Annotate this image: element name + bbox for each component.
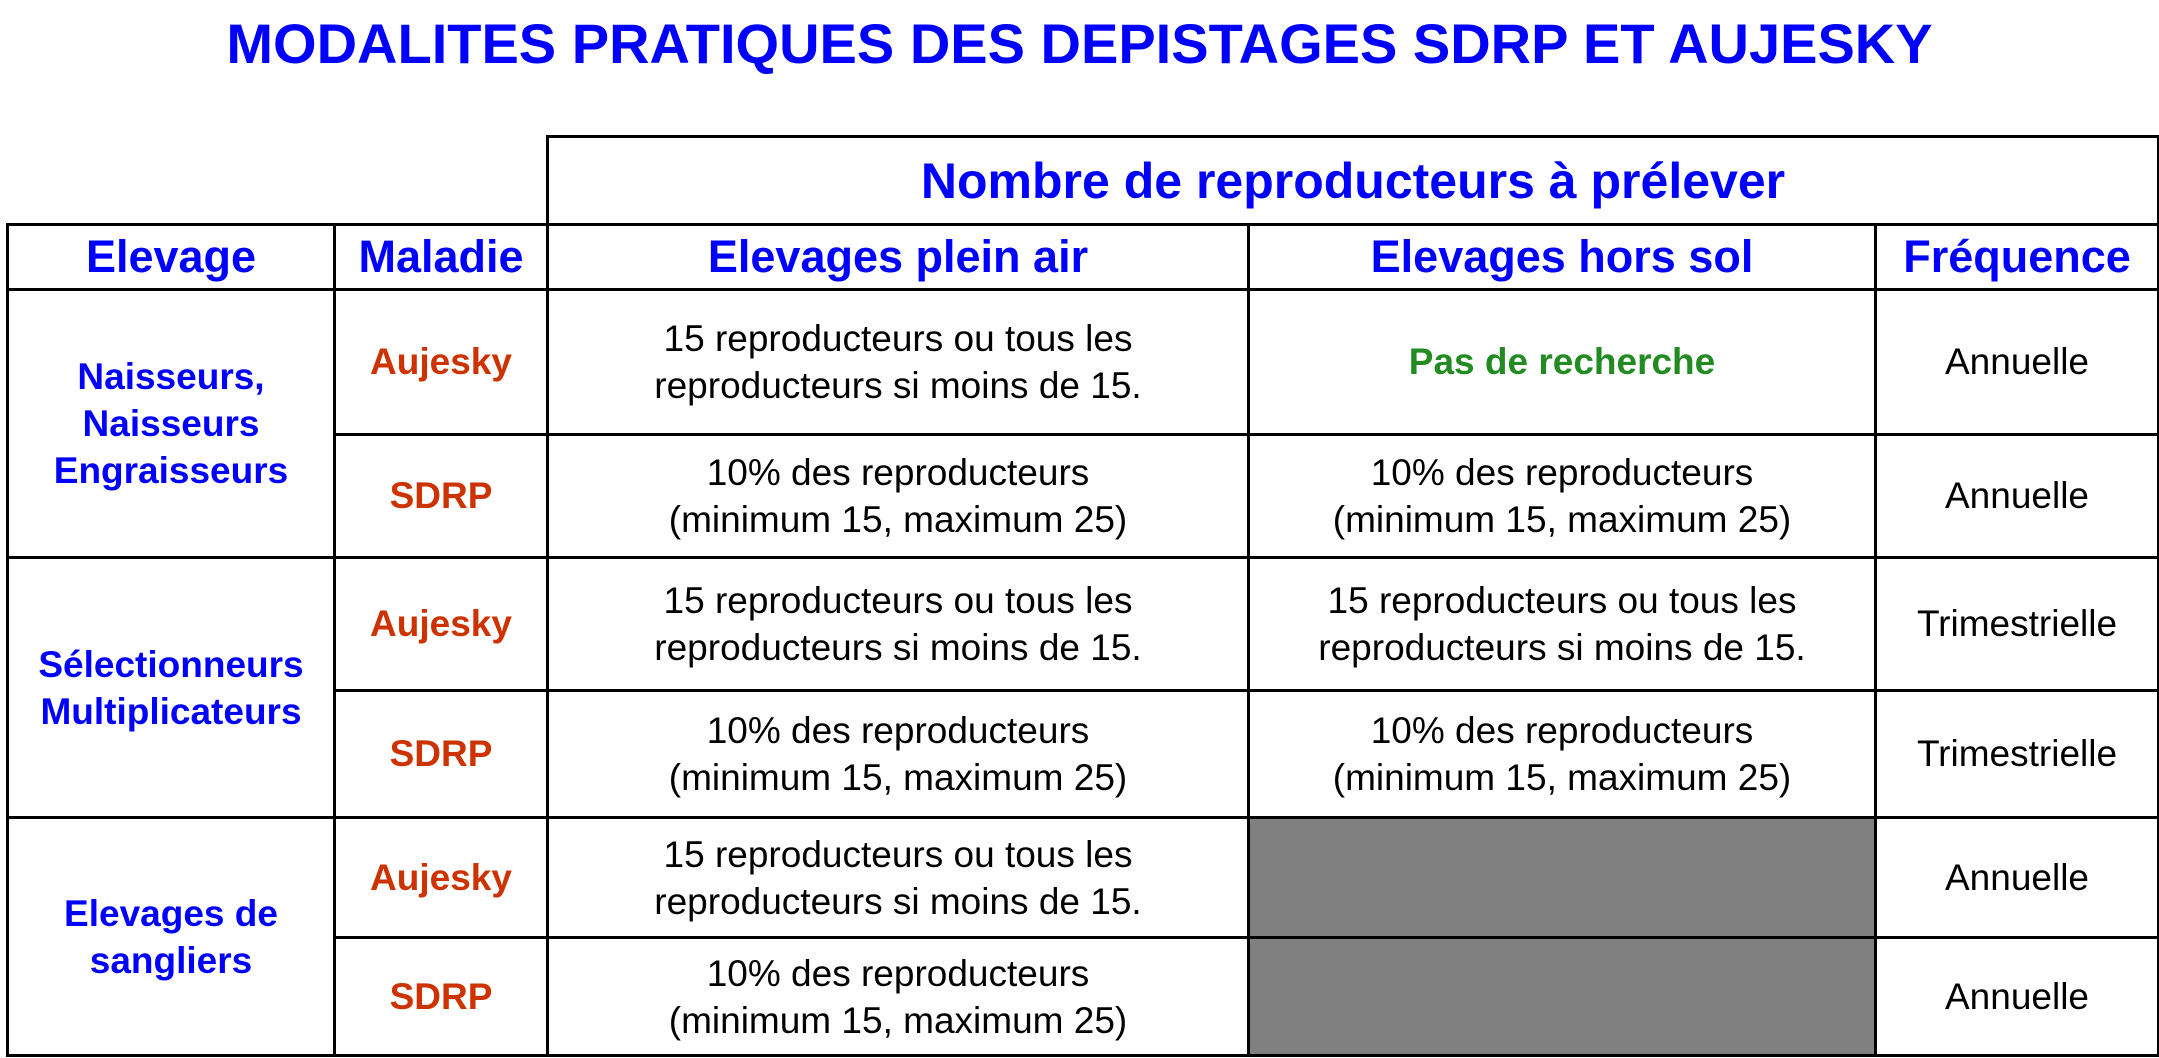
plein-air-cell: 10% des reproducteurs (minimum 15, maximum 25) (546, 433, 1247, 556)
frequence-cell: Annuelle (1874, 288, 2157, 433)
hors-sol-cell: 15 reproducteurs ou tous les reproducteurs si moins de 15. (1247, 556, 1874, 689)
plein-air-cell: 15 reproducteurs ou tous les reproducteurs si moins de 15. (546, 816, 1247, 936)
screening-table (6, 135, 2159, 1057)
frequence-cell: Annuelle (1874, 936, 2157, 1054)
elevage-sangliers: Elevages de sangliers (6, 816, 333, 1054)
elevage-naisseurs: Naisseurs, Naisseurs Engraisseurs (6, 288, 333, 556)
header-hors-sol: Elevages hors sol (1247, 223, 1874, 288)
frequence-cell: Annuelle (1874, 433, 2157, 556)
not-applicable-cell (1247, 936, 1874, 1054)
plein-air-cell: 15 reproducteurs ou tous les reproducteurs si moins de 15. (546, 288, 1247, 433)
plein-air-cell: 15 reproducteurs ou tous les reproducteurs si moins de 15. (546, 556, 1247, 689)
maladie-cell: Aujesky (333, 816, 546, 936)
table-corner-blank (6, 135, 546, 223)
frequence-cell: Annuelle (1874, 816, 2157, 936)
page-title: MODALITES PRATIQUES DES DEPISTAGES SDRP ET AUJESKY (226, 12, 1933, 75)
maladie-cell: SDRP (333, 433, 546, 556)
frequence-cell: Trimestrielle (1874, 556, 2157, 689)
header-maladie: Maladie (333, 223, 546, 288)
maladie-cell: Aujesky (333, 288, 546, 433)
super-header: Nombre de reproducteurs à prélever (546, 135, 2157, 223)
maladie-cell: SDRP (333, 936, 546, 1054)
header-plein-air: Elevages plein air (546, 223, 1247, 288)
frequence-cell: Trimestrielle (1874, 689, 2157, 816)
elevage-selectionneurs: Sélectionneurs Multiplicateurs (6, 556, 333, 816)
maladie-cell: Aujesky (333, 556, 546, 689)
not-applicable-cell (1247, 816, 1874, 936)
hors-sol-cell: 10% des reproducteurs (minimum 15, maximum 25) (1247, 433, 1874, 556)
hors-sol-cell: 10% des reproducteurs (minimum 15, maximum 25) (1247, 689, 1874, 816)
plein-air-cell: 10% des reproducteurs (minimum 15, maximum 25) (546, 689, 1247, 816)
header-elevage: Elevage (6, 223, 333, 288)
maladie-cell: SDRP (333, 689, 546, 816)
header-frequence: Fréquence (1874, 223, 2157, 288)
plein-air-cell: 10% des reproducteurs (minimum 15, maximum 25) (546, 936, 1247, 1054)
pas-de-recherche-cell: Pas de recherche (1247, 288, 1874, 433)
